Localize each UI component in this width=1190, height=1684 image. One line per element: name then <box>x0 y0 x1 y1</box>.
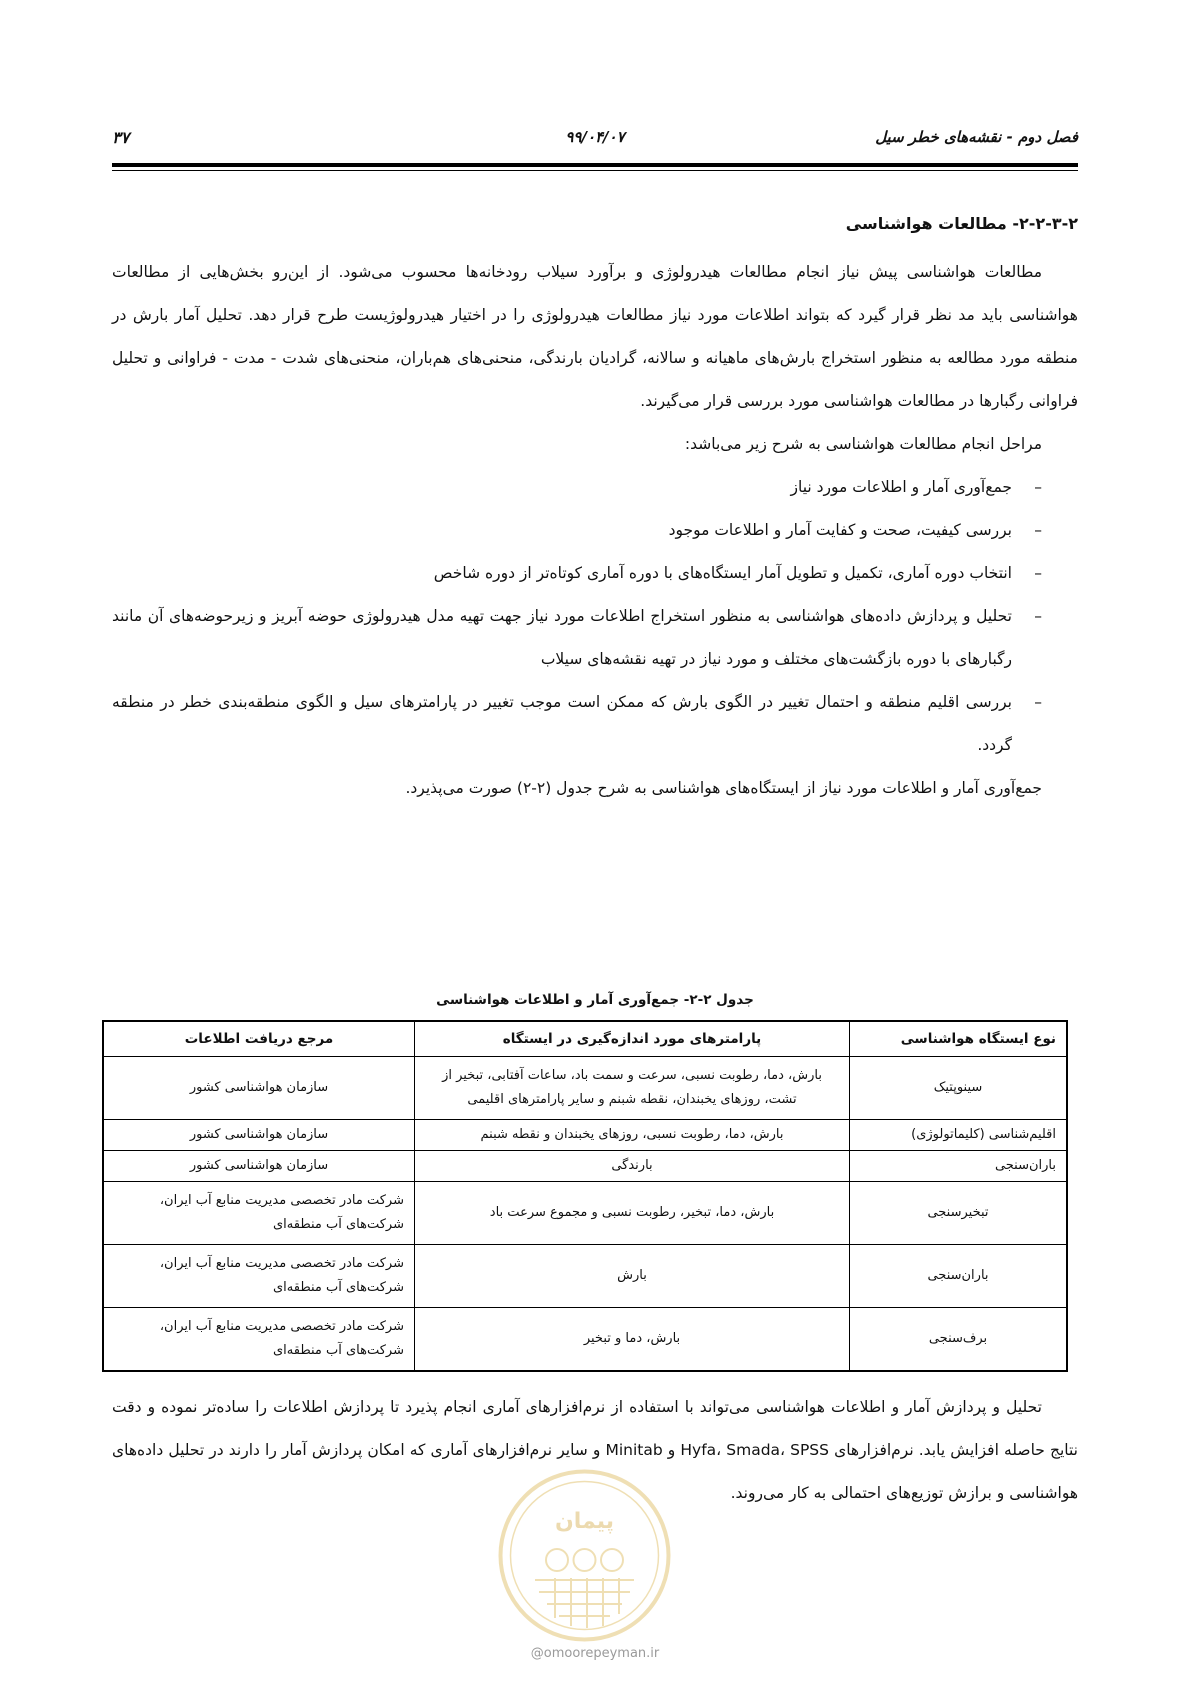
params-cell: بارش، دما، رطوبت نسبی، سرعت و سمت باد، ساعات آفتابی، تبخیر از تشت، روزهای یخبندان، نقطه شبنم و سایر پارامترهای اقلیمی <box>415 1057 850 1120</box>
station-type-cell: اقلیم‌شناسی (کلیماتولوژی) <box>850 1120 1068 1151</box>
step-text: تحلیل و پردازش داده‌های هواشناسی به منظور استخراج اطلاعات مورد نیاز جهت تهیه مدل هیدرولوژی حوضه آبریز و زیرحوضه‌های آن مانند رگبارهای با دوره بازگشت‌های مختلف و مورد نیاز در تهیه نقشه‌های سیلاب <box>112 607 1012 668</box>
closing-paragraph: تحلیل و پردازش آمار و اطلاعات هواشناسی می‌تواند با استفاده از نرم‌افزارهای آماری انجام پذیرد تا پردازش اطلاعات را ساده‌تر نموده و دقت نتایج حاصله افزایش یابد. نرم‌افزارهای Hyfa، Smada، SPSS و Minitab و سایر نرم‌افزارهای آماری که امکان پردازش آمار را دارند در تحلیل داده‌های هواشناسی و برازش توزیع‌های احتمالی به کار می‌روند. <box>112 1398 1078 1502</box>
stations-table <box>102 1020 1068 1372</box>
params-cell: بارش، دما، تبخیر، رطوبت نسبی و مجموع سرعت باد <box>415 1182 850 1245</box>
station-type-cell: برف‌سنجی <box>850 1308 1068 1372</box>
dash-bullet: – <box>1034 478 1042 496</box>
page-header <box>112 128 1078 154</box>
dash-bullet: – <box>1034 607 1042 625</box>
params-cell: بارش، دما و تبخیر <box>415 1308 850 1372</box>
table-row <box>103 1057 1067 1120</box>
column-header: نوع ایستگاه هواشناسی <box>850 1021 1068 1057</box>
table-row <box>103 1120 1067 1151</box>
intro-paragraph: مطالعات هواشناسی پیش نیاز انجام مطالعات هیدرولوژی و برآورد سیلاب رودخانه‌ها محسوب می‌شود. از این‌رو بخش‌هایی از مطالعات هواشناسی باید مد نظر قرار گیرد که بتواند اطلاعات مورد نیاز مطالعات هیدرولوژی را در اختیار هیدرولوژیست طرح قرار دهد. تحلیل آمار بارش در منطقه مورد مطالعه به منظور استخراج بارش‌های ماهیانه و سالانه، گرادیان بارندگی، منحنی‌های هم‌باران، منحنی‌های شدت - مدت - فراوانی و تحلیل فراوانی رگبارها در مطالعات هواشناسی مورد بررسی قرار می‌گیرند. <box>112 263 1078 410</box>
params-cell: بارش <box>415 1245 850 1308</box>
source-cell: شرکت مادر تخصصی مدیریت منابع آب ایران، شرکت‌های آب منطقه‌ای <box>103 1308 415 1372</box>
list-item <box>112 466 1042 509</box>
table-header-row <box>103 1021 1067 1057</box>
table-row <box>103 1151 1067 1182</box>
params-cell: بارندگی <box>415 1151 850 1182</box>
source-cell: شرکت مادر تخصصی مدیریت منابع آب ایران، شرکت‌های آب منطقه‌ای <box>103 1182 415 1245</box>
step-text: جمع‌آوری آمار و اطلاعات مورد نیاز <box>790 478 1012 496</box>
dash-bullet: – <box>1034 564 1042 582</box>
chapter-title: فصل دوم - نقشه‌های خطر سیل <box>875 128 1078 146</box>
table-row <box>103 1182 1067 1245</box>
source-cell: سازمان هواشناسی کشور <box>103 1120 415 1151</box>
table-row <box>103 1245 1067 1308</box>
dash-bullet: – <box>1034 521 1042 539</box>
list-item <box>112 595 1042 681</box>
step-text: انتخاب دوره آماری، تکمیل و تطویل آمار ایستگاه‌های با دوره آماری کوتاه‌تر از دوره شاخص <box>433 564 1012 582</box>
column-header: مرجع دریافت اطلاعات <box>103 1021 415 1057</box>
section-title: ۲-۲-۳-۲- مطالعات هواشناسی <box>845 214 1078 233</box>
station-type-cell: باران‌سنجی <box>850 1245 1068 1308</box>
page-number: ۳۷ <box>112 128 130 147</box>
watermark-text: @omoorepeyman.ir <box>530 1646 660 1661</box>
seal-logo-icon <box>497 1468 672 1643</box>
dash-bullet: – <box>1034 693 1042 711</box>
station-type-cell: تبخیرسنجی <box>850 1182 1068 1245</box>
step-text: بررسی اقلیم منطقه و احتمال تغییر در الگوی بارش که ممکن است موجب تغییر در پارامترهای سیل و الگوی منطقه‌بندی خطر در منطقه گردد. <box>112 693 1012 754</box>
steps-intro: مراحل انجام مطالعات هواشناسی به شرح زیر می‌باشد: <box>684 435 1042 453</box>
main-content <box>112 214 1078 810</box>
list-item <box>112 681 1042 767</box>
table-caption: جدول ۲-۲- جمع‌آوری آمار و اطلاعات هواشناسی <box>436 992 754 1008</box>
source-cell: سازمان هواشناسی کشور <box>103 1151 415 1182</box>
header-rule-thick <box>112 163 1078 167</box>
steps-list <box>112 466 1078 767</box>
list-item <box>112 552 1042 595</box>
params-cell: بارش، دما، رطوبت نسبی، روزهای یخبندان و نقطه شبنم <box>415 1120 850 1151</box>
column-header: پارامترهای مورد اندازه‌گیری در ایستگاه <box>415 1021 850 1057</box>
list-item <box>112 509 1042 552</box>
table-row <box>103 1308 1067 1372</box>
source-cell: سازمان هواشناسی کشور <box>103 1057 415 1120</box>
header-rule-thin <box>112 170 1078 171</box>
header-date: ۹۹/۰۴/۰۷ <box>565 128 625 146</box>
source-cell: شرکت مادر تخصصی مدیریت منابع آب ایران، شرکت‌های آب منطقه‌ای <box>103 1245 415 1308</box>
seal-text: پیمان <box>554 1509 615 1534</box>
step-text: بررسی کیفیت، صحت و کفایت آمار و اطلاعات موجود <box>668 521 1012 539</box>
table-reference: جمع‌آوری آمار و اطلاعات مورد نیاز از ایستگاه‌های هواشناسی به شرح جدول (۲-۲) صورت می‌پذیرد. <box>405 779 1042 797</box>
station-type-cell: باران‌سنجی <box>850 1151 1068 1182</box>
station-type-cell: سینوپتیک <box>850 1057 1068 1120</box>
